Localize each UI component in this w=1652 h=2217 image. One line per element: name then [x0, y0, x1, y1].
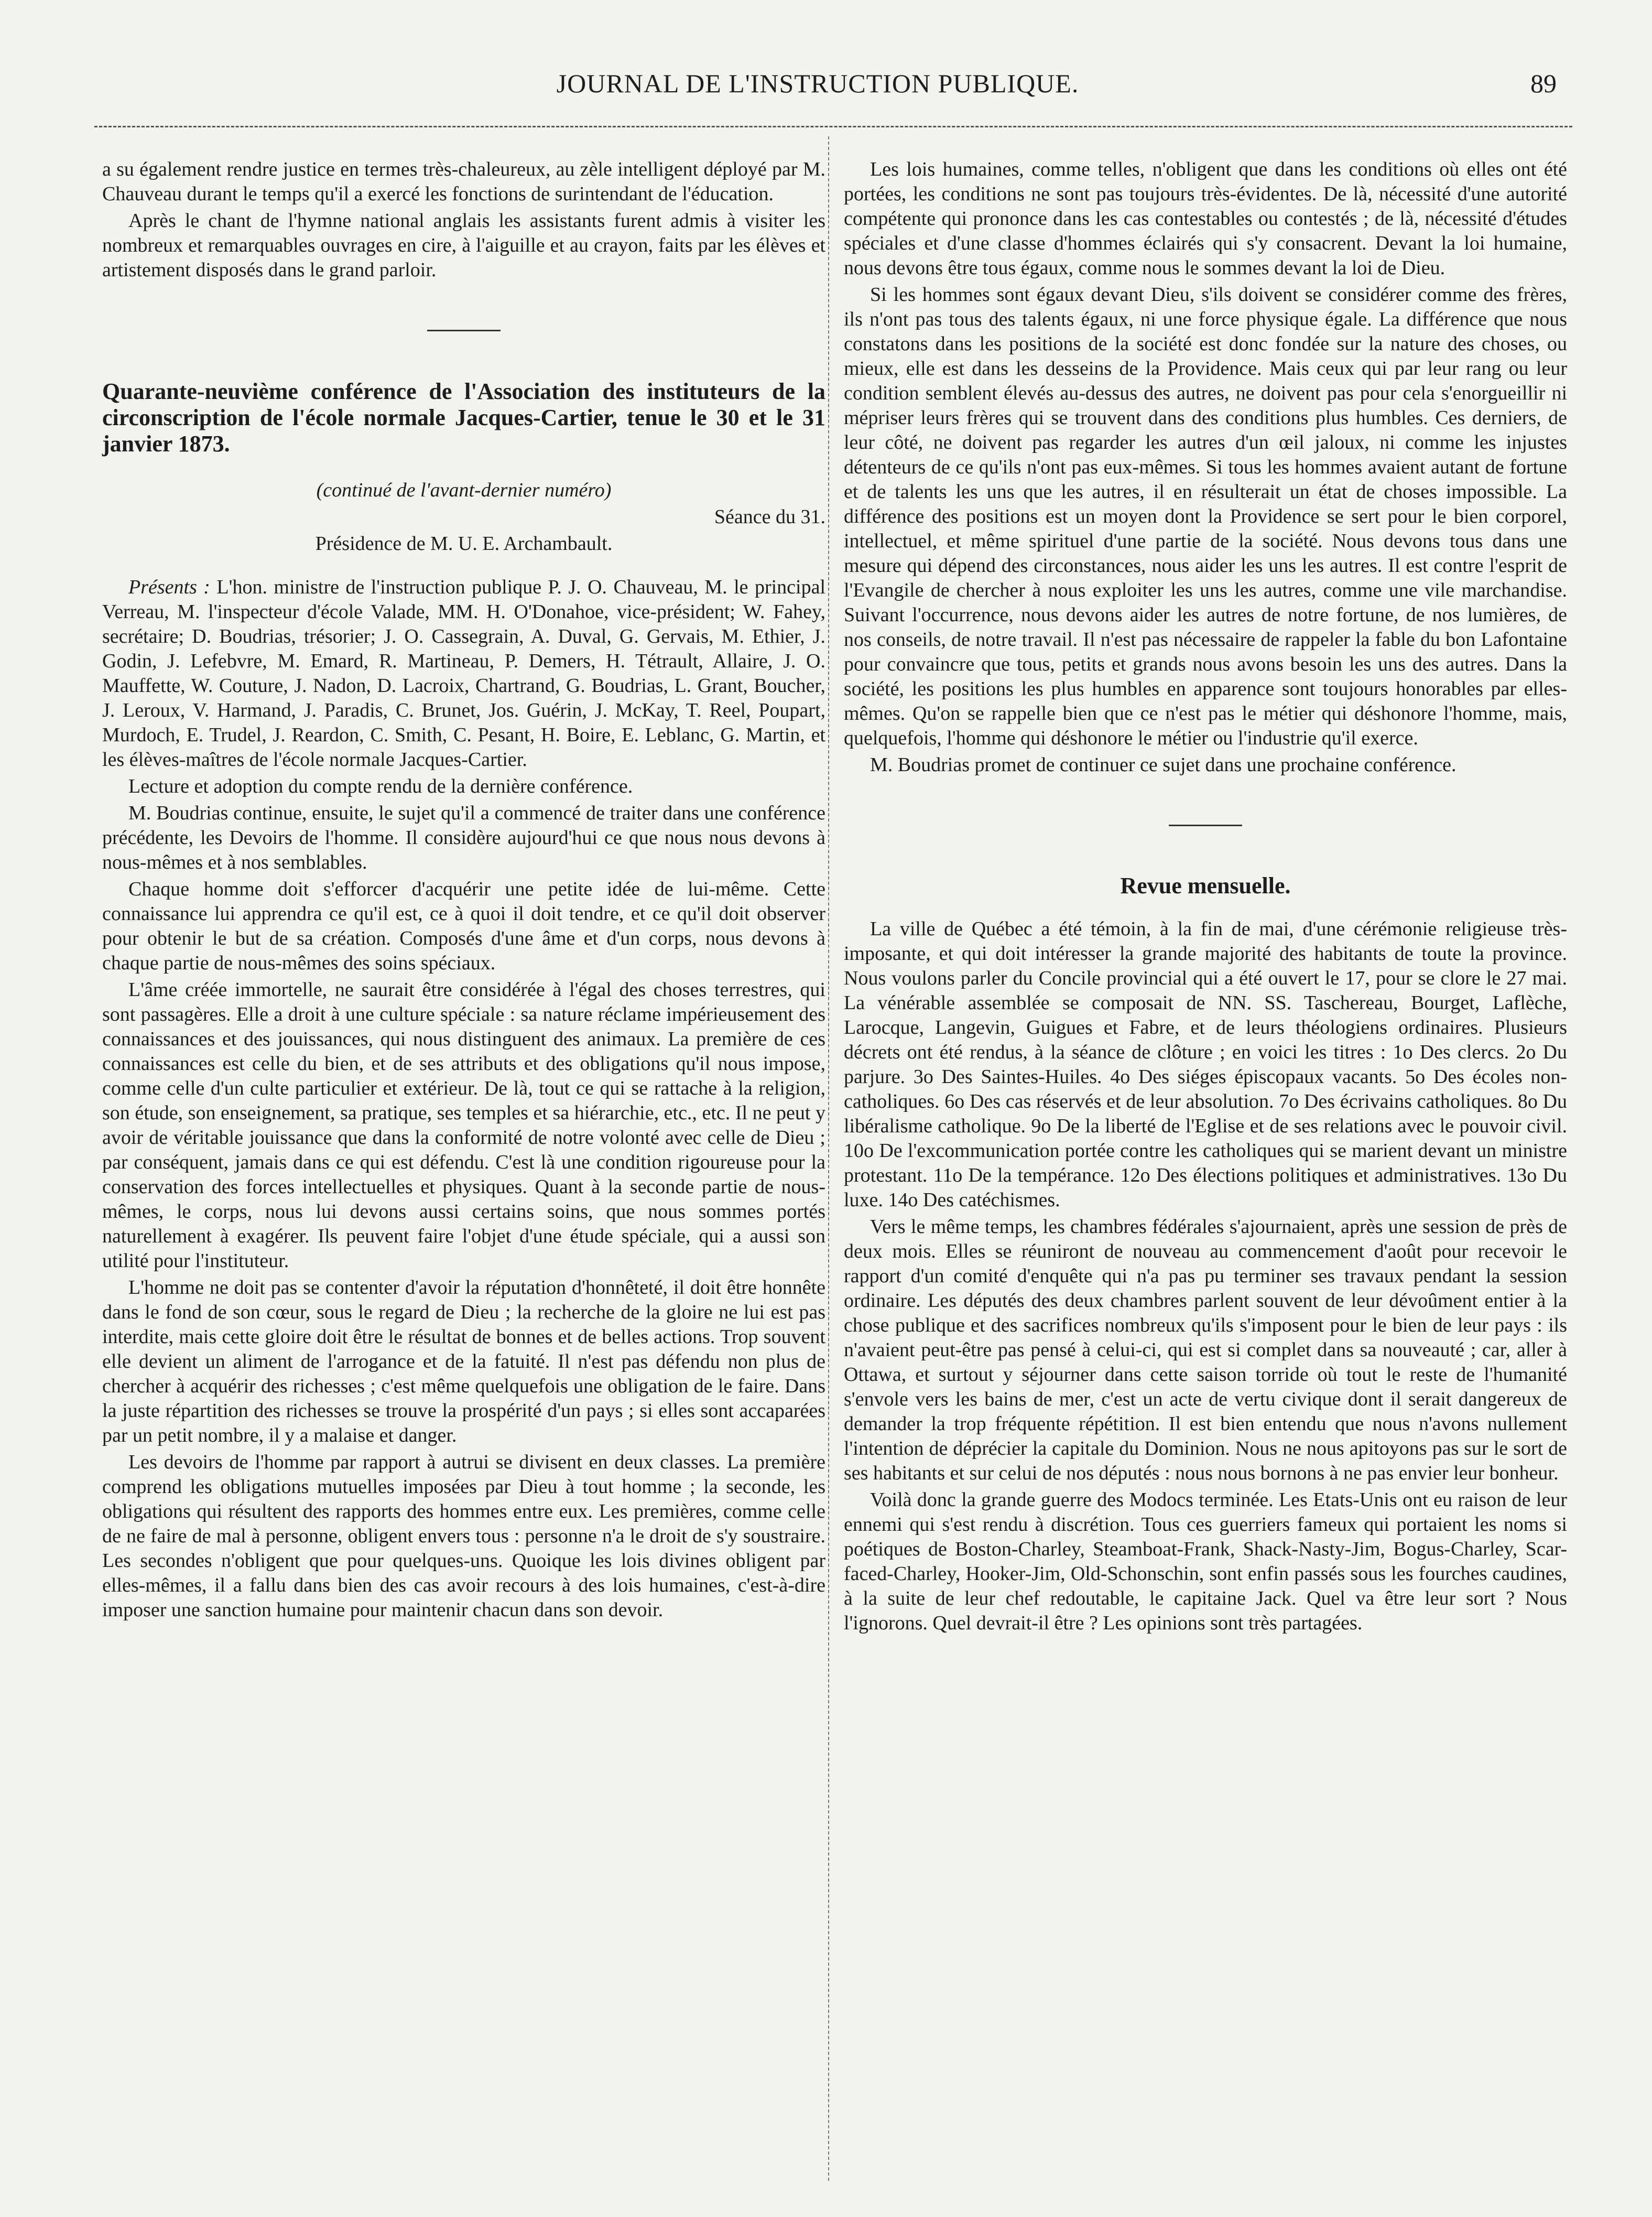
header-rule [94, 126, 1572, 127]
paragraph-chaque-homme: Chaque homme doit s'efforcer d'acquérir une petite idée de lui-même. Cette connaissance lui apprendra ce qu'il est, ce à quoi il doit tendre, et ce qu'il doit observer pour obtenir le but de sa création. Composés d'une âme et d'un corps, nous devons à chaque partie de nous-mêmes des soins spéciaux. [102, 878, 825, 974]
paragraph-ame: L'âme créée immortelle, ne saurait être considérée à l'égal des choses terrestres, qui sont passagères. Elle a droit à une culture spéciale : sa nature réclame impérieusement des connaissances et des jouissances, qui nous distinguent des animaux. La première de ces connaissances est celle du bien, et de ses attributs et des obligations qu'il nous impose, comme celle d'un culte particulier et extérieur. De là, tout ce qui se rattache à la religion, son étude, son enseignement, sa pratique, ses temples et sa hiérarchie, etc., etc. Il ne peut y avoir de véritable jouissance que dans la conformité de notre volonté avec celle de Dieu ; par conséquent, jamais dans ce qui est défendu. C'est là une condition rigoureuse pour la conservation des forces intellectuelles et physiques. Quant à la seconde partie de nous-mêmes, le corps, nous lui devons aussi certains soins, que nous sommes portés naturellement à exagérer. Ils peuvent faire l'objet d'une étude spéciale, qui a aussi son utilité pour l'instituteur. [102, 979, 825, 1272]
paragraph-chambres: Vers le même temps, les chambres fédérales s'ajournaient, après une session de près de deux mois. Elles se réuniront de nouveau au commencement d'août pour recevoir le rapport d'un comité d'enquête qui n'a pas pu terminer ses travaux pendant la session ordinaire. Les députés des deux chambres parlent souvent de leur dévoûment entier à la chose publique et des sacrifices nombreux qu'ils s'imposent pour le bien de leur pays : ils n'avaient peut-être pas pensé à celui-ci, qui est si complet dans sa nouveauté ; car, aller à Ottawa, et surtout y séjourner dans cette saison torride où tout le reste de l'humanité s'envole vers les bains de mer, c'est un acte de vertu civique dont il serait dangereux de demander la trop fréquente répétition. Il est bien entendu que nous n'avons nullement l'intention de déprécier la capitale du Dominion. Nous ne nous apitoyons pas sur le sort de ses habitants et sur celui de nos députés : nous nous bornons à ne pas envier leur bonheur. [844, 1216, 1567, 1484]
section-rule-right [1169, 825, 1242, 826]
spacer [102, 556, 825, 575]
paragraph-boudrias: M. Boudrias continue, ensuite, le sujet qu'il a commencé de traiter dans une conférence précédente, les Devoirs de l'homme. Il considère aujourd'hui ce que nous nous devons à nous-mêmes et à nos semblables. [102, 802, 825, 873]
session-date: Séance du 31. [714, 506, 825, 528]
continued-note: (continué de l'avant-dernier numéro) [316, 479, 612, 501]
presents-list: L'hon. ministre de l'instruction publique P. J. O. Chauveau, M. le principal Verreau, M. l'inspecteur d'école Valade, MM. H. O'Donahoe, vice-président; W. Fahey, secrétaire; D. Boudrias, trésorier; J. O. Cassegrain, A. Duval, G. Gervais, M. Ethier, J. Godin, J. Lefebvre, M. Emard, R. Martineau, P. Demers, H. Tétrault, Allaire, J. O. Mauffette, W. Couture, J. Nadon, D. Lacroix, Chartrand, G. Boudrias, L. Grant, Boucher, J. Leroux, V. Harmand, J. Paradis, C. Brunet, Jos. Guérin, J. McKay, T. Reel, Poupart, Murdoch, E. Trudel, J. Reardon, C. Smith, C. Pesant, H. Boire, E. Leblanc, G. Martin, et les élèves-maîtres de l'école normale Jacques-Cartier. [102, 576, 826, 771]
section-rule [427, 330, 501, 331]
paragraph-intro-1: a su également rendre justice en termes très-chaleureux, au zèle intelligent déployé par M. Chauveau durant le temps qu'il a exercé les fonctions de surintendant de l'éducation. [102, 158, 825, 205]
running-head: JOURNAL DE L'INSTRUCTION PUBLIQUE. [556, 69, 1079, 98]
paragraph-quebec: La ville de Québec a été témoin, à la fin de mai, d'une cérémonie religieuse très-imposante, et qui doit intéresser la grande majorité des habitants de toute la province. Nous voulons parler du Concile provincial qui a été ouvert le 17, pour se clore le 27 mai. La vénérable assemblée se composait de NN. SS. Taschereau, Bourget, Laflèche, Larocque, Langevin, Guigues et Fabre, et de leurs théologiens ordinaires. Plusieurs décrets ont été rendus, à la séance de clôture ; en voici les titres : 1o Des clercs. 2o Du parjure. 3o Des Saintes-Huiles. 4o Des siéges épiscopaux vacants. 5o Des écoles non-catholiques. 6o Des cas réservés et de leur absolution. 7o Des écrivains catholiques. 8o Du libéralisme catholique. 9o De la liberté de l'Eglise et de ses relations avec le pouvoir civil. 10o De l'excommunication portée contre les catholiques qui se marient devant un ministre protestant. 11o De la tempérance. 12o Des élections politiques et administratives. 13o Du luxe. 14o Des catéchismes. [844, 918, 1567, 1211]
paragraph-modocs: Voilà donc la grande guerre des Modocs terminée. Les Etats-Unis ont eu raison de leur ennemi qui s'est rendu à discrétion. Tous ces guerriers fameux qui portaient les noms si poétiques de Boston-Charley, Steamboat-Frank, Shack-Nasty-Jim, Bogus-Charley, Scar-faced-Charley, Hooker-Jim, Old-Schonschin, sont enfin passés sous les fourches caudines, à la suite de leur chef redoutable, le capitaine Jack. Quel va être leur sort ? Nous l'ignorons. Quel devrait-il être ? Les opinions sont très partagées. [844, 1489, 1567, 1634]
paragraph-egaux: Si les hommes sont égaux devant Dieu, s'ils doivent se considérer comme des frères, ils n'ont pas tous des talents égaux, ni une force physique égale. La différence que nous constatons dans les positions de la société est donc fondée sur la nature des choses, ou mieux, elle est dans les desseins de la Providence. Mais ceux qui par leur rang ou leur condition semblent élevés au-dessus des autres, ne doivent pas pour cela s'enorgueillir ni mépriser leurs frères qui se trouvent dans des conditions plus humbles. Ces derniers, de leur côté, ne doivent pas regarder les autres d'un œil jaloux, ni comme les injustes détenteurs de ce qu'ils n'ont pas eux-mêmes. Si tous les hommes avaient autant de fortune et de talents les uns que les autres, il en résulterait un état de choses impossible. La différence des positions est un moyen dont la Providence se sert pour le bien corporel, intellectuel, et même spirituel d'une partie de la société. Nous devons tous dans une mesure qui dépend des circonstances, nous aider les uns les autres. Il est contre l'esprit de l'Evangile de chercher à nous exploiter les uns les autres, comme une vile marchandise. Suivant l'occurrence, nous devons aider les autres de notre fortune, de nos lumières, de nos conseils, de notre travail. Il n'est pas nécessaire de rappeler la fable du bon Lafontaine pour convaincre que tous, petits et grands nous avons besoin les uns des autres. Dans la société, les positions les plus humbles en apparence sont toujours honorables par elles-mêmes. Qu'on se rappelle bien que ce n'est pas le métier qui déshonore l'homme, mais, quelquefois, l'homme qui déshonore le métier ou l'industrie qu'il exerce. [844, 284, 1567, 749]
presents-label: Présents : [128, 576, 210, 598]
paragraph-intro-2: Après le chant de l'hymne national anglais les assistants furent admis à visiter les nombreux et remarquables ouvrages en cire, à l'aiguille et au crayon, faits par les élèves et artistement disposés dans le grand parloir. [102, 210, 825, 281]
left-column [102, 157, 825, 1623]
paragraph-reading: Lecture et adoption du compte rendu de la dernière conférence. [128, 775, 633, 797]
right-column [844, 157, 1567, 1636]
paragraph-homme: L'homme ne doit pas se contenter d'avoir la réputation d'honnêteté, il doit être honnête dans le fond de son cœur, sous le regard de Dieu ; la recherche de la gloire ne lui est pas interdite, mais cette gloire doit être le résultat de bonnes et de belles actions. Trop souvent elle devient un aliment de l'arrogance et de la fatuité. Il n'est pas défendu non plus de chercher à acquérir des richesses ; c'est même quelquefois une obligation de le faire. Dans la juste répartition des richesses se trouve la prospérité d'un pays ; si elles sont accaparées par un petit nombre, il y a malaise et danger. [102, 1277, 825, 1446]
revue-title: Revue mensuelle. [1120, 873, 1291, 899]
presidency-line: Présidence de M. U. E. Archambault. [315, 533, 613, 555]
column-divider [828, 136, 829, 2181]
conference-title: Quarante-neuvième conférence de l'Association des instituteurs de la circonscription de l'école normale Jacques-Cartier, tenue le 30 et le 31 janvier 1873. [102, 378, 825, 457]
presents-paragraph [102, 575, 825, 772]
paragraph-promet: M. Boudrias promet de continuer ce sujet dans une prochaine conférence. [870, 754, 1457, 776]
paragraph-devoirs: Les devoirs de l'homme par rapport à autrui se divisent en deux classes. La première comprend les obligations mutuelles imposées par Dieu à tout homme ; la seconde, les obligations qui résultent des rapports des hommes entre eux. Les premières, comme celle de ne faire de mal à personne, obligent envers tous : personne n'a le droit de s'y soustraire. Les secondes n'obligent que pour quelques-uns. Quoique les lois divines obligent par elles-mêmes, il a fallu dans bien des cas avoir recours à des lois humaines, c'est-à-dire imposer une sanction humaine pour maintenir chacun dans son devoir. [102, 1451, 825, 1621]
paragraph-lois: Les lois humaines, comme telles, n'obligent que dans les conditions où elles ont été portées, les conditions ne sont pas toujours très-évidentes. De là, nécessité d'une autorité compétente qui prononce dans les cas contestables ou contestés ; de là, nécessité d'études spéciales et d'une classe d'hommes éclairés qui s'y consacrent. Devant la loi humaine, nous devons être tous égaux, comme nous le sommes devant la loi de Dieu. [844, 158, 1567, 279]
page-number: 89 [1530, 69, 1557, 98]
